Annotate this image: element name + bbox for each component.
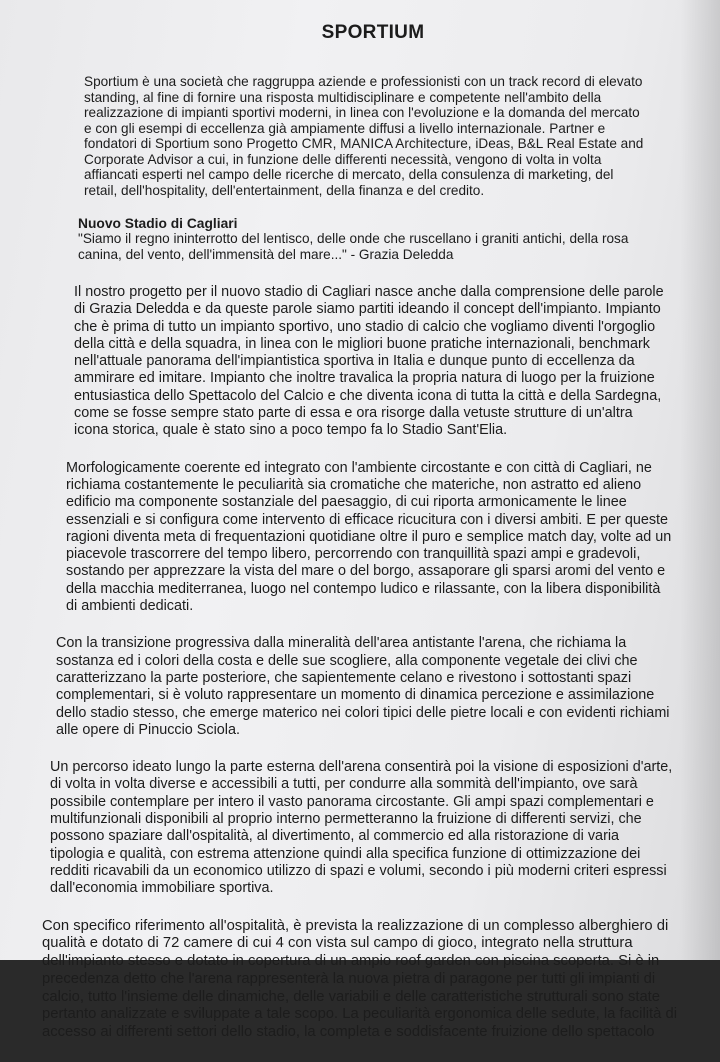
intro-paragraph: Sportium è una società che raggruppa aziende e professionisti con un track record di elevato standing, al fine di fornire una risposta multidisciplinare e competente nell'ambito della realizzazione di impianti sportivi moderni, in linea con l'evoluzione e la domanda del mercato e con gli esempi di eccellenza già ampiamente diffusi a livello internazionale. Partner e fondatori di Sportium sono Progetto CMR, MANICA Architecture, iDeas, B&L Real Estate and Corporate Advisor a cui, in funzione delle differenti necessità, vengono di volta in volta affiancati esperti nel campo delle ricerche di mercato, della consulenza di marketing, del retail, dell'hospitality, dell'entertainment, della finanza e del credito. (84, 74, 644, 198)
document-content (42, 22, 688, 1062)
body-paragraph-1: Il nostro progetto per il nuovo stadio di Cagliari nasce anche dalla comprensione delle parole di Grazia Deledda e da queste parole siamo partiti ideando il concept dell'impianto. Impianto che è prima di tutto un impianto sportivo, uno stadio di calcio che vogliamo diventi l'orgoglio della città e della squadra, in linea con le migliori buone pratiche internazionali, benchmark nell'attuale panorama dell'impiantistica sportiva in Italia e dunque punto di eccellenza da ammirare ed imitare. Impianto che inoltre travalica la propria natura di luogo per la fruizione entusiastica dello Spettacolo del Calcio e che diventa icona di tutta la città e della Sardegna, come se fosse sempre stato parte di essa e ora risorge dalla vetuste strutture di un'altra icona storica, quale è stato sino a poco tempo fa lo Stadio Sant'Elia. (74, 284, 664, 439)
section-title: Nuovo Stadio di Cagliari (78, 216, 238, 231)
body-paragraph-5: Con specifico riferimento all'ospitalità, è prevista la realizzazione di un complesso alberghiero di qualità e dotato di 72 camere di cui 4 con vista sul campo di gioco, integrato nella struttura dell'impianto stesso e dotato in copertura di un ampio roof garden con piscina scoperta. Si è in precedenza detto che l'arena rappresenterà la nuova pietra di paragone per tutti gli impianti di calcio, tutto l'insieme delle dinamiche, delle variabili e delle caratteristiche strutturali sono state pertanto analizzate e sviluppate a tale scopo. La peculiarità ergonomica delle sedute, la facilità di accesso ai differenti settori dello stadio, la completa e soddisfacente fruizione dello spettacolo (42, 917, 678, 1041)
section-quote: "Siamo il regno ininterrotto del lentisco, delle onde che ruscellano i graniti antichi, della rosa canina, del vento, dell'immensità del mare..." - Grazia Deledda (78, 231, 629, 262)
body-paragraph-4: Un percorso ideato lungo la parte esterna dell'arena consentirà poi la visione di esposizioni d'arte, di volta in volta diverse e accessibili a tutti, per condurre alla sommità dell'impianto, ove sarà possibile contemplare per intero il vasto panorama circostante. Gli ampi spazi complementari e multifunzionali disponibili al proprio interno permetteranno la fruizione di differenti servizi, che possono spaziare dall'ospitalità, al divertimento, al commercio ed alla ristorazione di varia tipologia e qualità, con estrema attenzione quindi alla specifica funzione di ottimizzazione dei redditi ricavabili da un economico utilizzo di spazi e volumi, secondo i più moderni criteri espressi dall'economia immobiliare sportiva. (50, 759, 673, 897)
document-title: SPORTIUM (321, 22, 425, 43)
body-paragraph-2: Morfologicamente coerente ed integrato con l'ambiente circostante e con città di Cagliari, ne richiama costantemente le peculiarità sia cromatiche che materiche, non astratto ed alieno edificio ma componente sostanziale del paesaggio, di cui riporta armonicamente le linee essenziali e si configura come intervento di efficace ricucitura con i diversi ambiti. E per queste ragioni diventa meta di frequentazioni quotidiane oltre il puro e semplice match day, volte ad un piacevole trascorrere del tempo libero, percorrendo con tranquillità spazi ampi e gradevoli, sostando per apprezzare la vista del mare o del borgo, assaporare gli sparsi aromi del vento e della macchia mediterranea, luogo nel contempo ludico e rilassante, con la libera disponibilità di ambienti dedicati. (66, 459, 672, 615)
body-paragraph-3: Con la transizione progressiva dalla mineralità dell'area antistante l'arena, che richiama la sostanza ed i colori della costa e delle sue scogliere, alla componente vegetale dei clivi che caratterizzano la parte posteriore, che sapientemente celano e rivestono i sottostanti spazi complementari, si è voluto rappresentare un momento di dinamica percezione e assimilazione dello stadio stesso, che emerge materico nei colori tipici delle pietre locali e con evidenti richiami alle opere di Pinuccio Sciola. (56, 635, 670, 738)
